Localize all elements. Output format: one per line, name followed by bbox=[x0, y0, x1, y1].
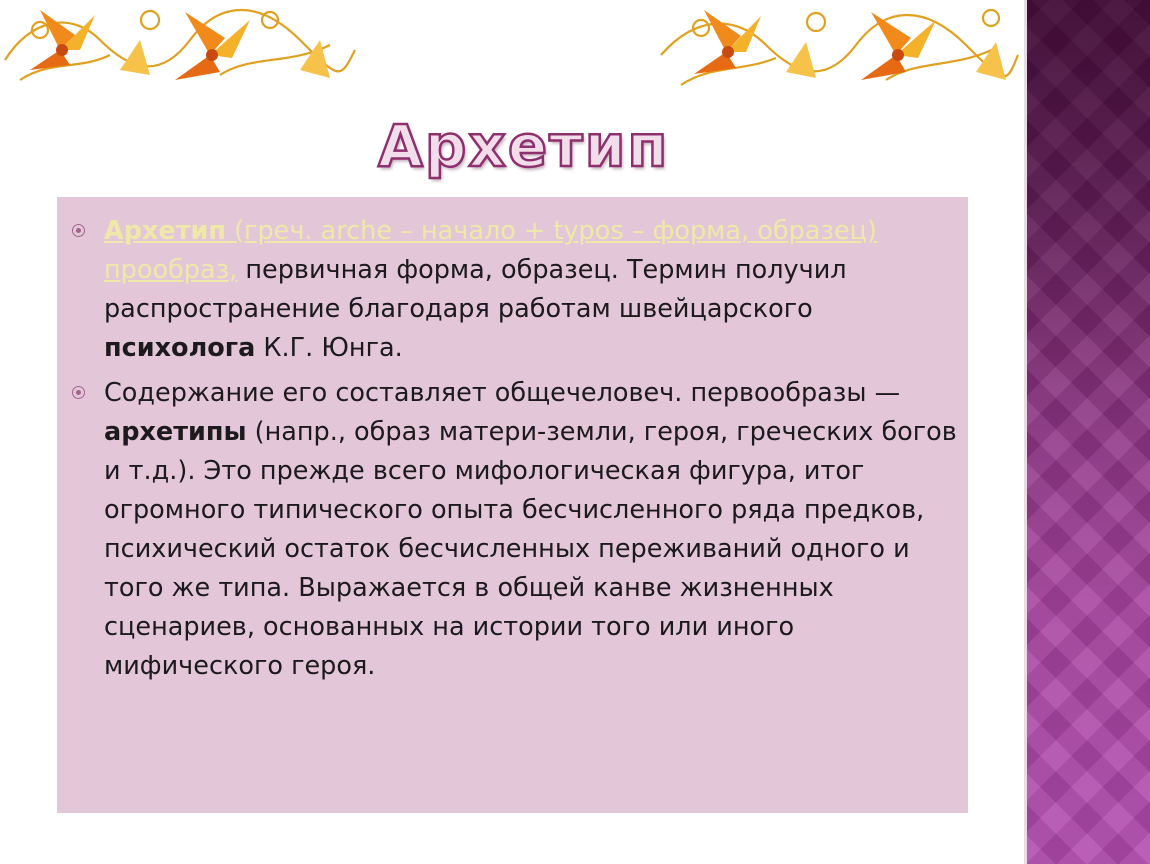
bullet-item-definition bbox=[104, 212, 964, 368]
circle-bullet-icon bbox=[72, 224, 85, 237]
definition-text-end: К.Г. Юнга. bbox=[255, 333, 403, 363]
flower-ornament-right-icon bbox=[656, 0, 1022, 98]
bold-term-psychologist: психолога bbox=[104, 333, 256, 363]
content-text-end: (напр., образ матери-земли, героя, греческих богов и т.д.). Это прежде всего мифологическая фигура, итог огромного типического опыта бесчисленного ряда предков, психический остаток бесчисленных переживаний одного и того же типа. Выражается в общей канве жизненных сценариев, основанных на истории того или иного мифического героя. bbox=[104, 417, 957, 681]
definition-text: первичная форма, образец. Термин получил распространение благодаря работам швейцарского bbox=[104, 255, 847, 324]
link-term: Архетип bbox=[104, 216, 226, 246]
flower-ornament-left-icon bbox=[0, 0, 360, 98]
circle-bullet-icon bbox=[72, 386, 85, 399]
decorative-side-band bbox=[1024, 0, 1150, 864]
link-rest: (греч. arche – начало + typos – форма, образец) прообраз, bbox=[104, 216, 877, 285]
slide-title: Архетип bbox=[378, 112, 670, 180]
content-text: Содержание его составляет общечеловеч. первообразы — bbox=[104, 378, 901, 408]
bullet-item-content bbox=[104, 374, 964, 686]
bold-term-archetypes: архетипы bbox=[104, 417, 247, 447]
side-band-edge bbox=[1024, 0, 1027, 864]
